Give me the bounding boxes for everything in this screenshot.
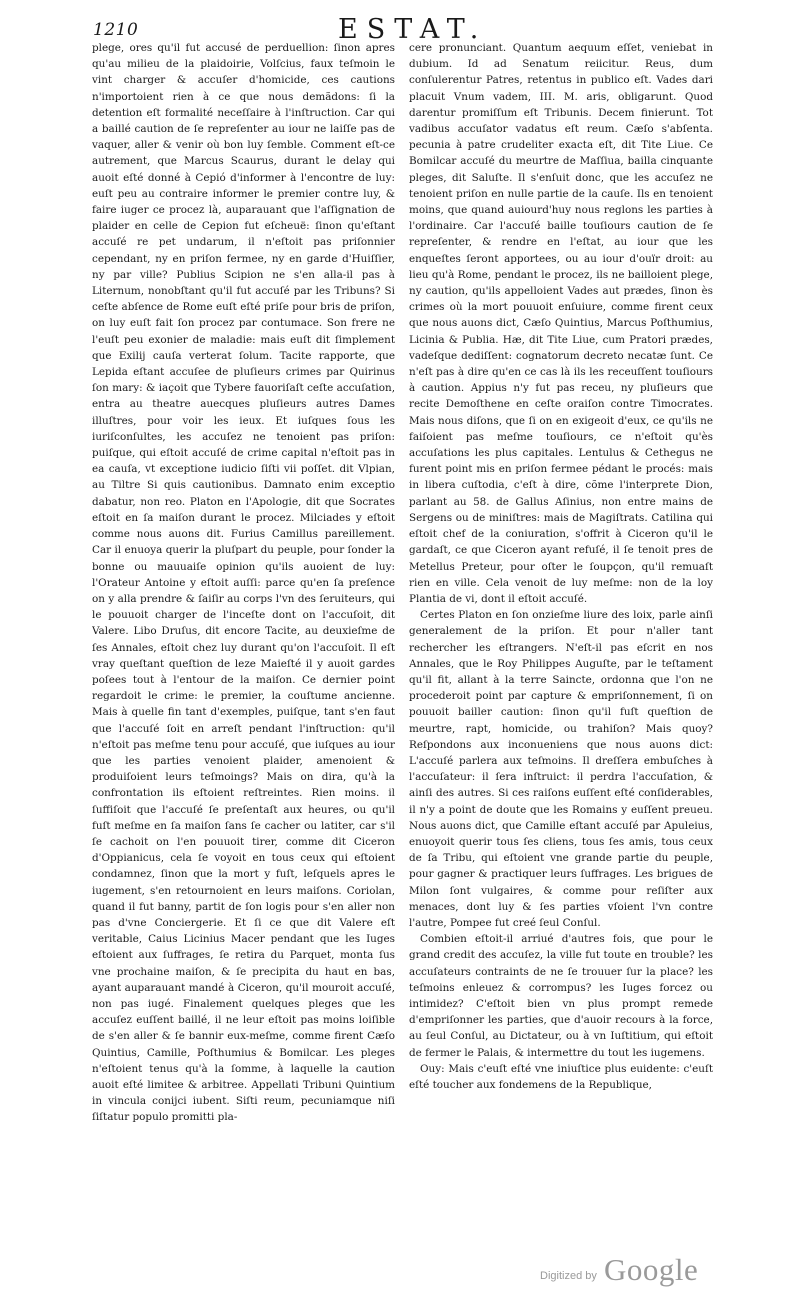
watermark-prefix: Digitized by bbox=[540, 1270, 597, 1282]
right-column bbox=[409, 40, 713, 1235]
right-paragraph: Combien eſtoit-il arriué d'autres fois, que pour le grand credit des accuſez, la ville fut toute en trouble? les accuſateurs contraints de ne ſe trouuer ſur la place? les teſmoins enleuez & corrompus? les Iuges forcez ou intimidez? C'eſtoit bien vn plus prompt remede d'empriſonner les parties, que d'auoir recours à la force, au ſeul Conſul, au Dictateur, ou à vn Iuſtitium, qui eſtoit de fermer le Palais, & intermettre du tout les iugemens. bbox=[409, 933, 713, 1059]
left-paragraph: plege, ores qu'il fut accusé de perduellion: ſinon apres qu'au milieu de la plaidoirie, Volſcius, faux teſmoin le vint charger & accuſer d'homicide, ces cautions n'importoient rien à ce que nous demãdons: ſi la detention eſt formalité neceſſaire à l'inſtruction. Car qui a baillé caution de ſe repreſenter au iour ne laiſſe pas de vaquer, aller & venir où bon luy ſemble. Comment eſt-ce autrement, que Marcus Scaurus, durant le delay qui auoit eſté donné à Cepió d'informer à l'encontre de luy: euſt peu au contraire informer le premier contre luy, & faire iuger ce procez là, auparauant que l'aſſignation de plaider en celle de Cepion fut eſcheuë: ſinon qu'eſtant accuſé re pet undarum, il n'eſtoit pas priſonnier cependant, ny en priſon fermee, ny en garde d'Huiſſier, ny par ville? Publius Scipion ne s'en alla-il pas à Liternum, nonobſtant qu'il fut accuſé par les Tribuns? Si ceſte abſence de Rome euſt eſté priſe pour bris de priſon, on luy euſt fait ſon procez par contumace. Son frere ne l'euſt peu exonier de maladie: mais euſt dit ſimplement que Exilij cauſa verterat ſolum. Tacite rapporte, que Lepida eſtant accuſee de pluſieurs crimes par Quirinus ſon mary: & iaçoit que Tybere fauoriſaſt ceſte accuſation, entra au theatre auecques pluſieurs autres Dames illuſtres, pour voir les ieux. Et iuſques ſous les iuriſconſultes, les accuſez ne tenoient pas priſon: puiſque, qui eſtoit accuſé de crime capital n'eſtoit pas in ea cauſa, vt exceptione iudicio ſiſti vii poſſet. dit Vlpian, au Tiltre Si quis cautionibus. Damnato enim exceptio dabatur, non reo. Platon en l'Apologie, dit que Socrates eſtoit en ſa maiſon durant le procez. Milciades y eſtoit comme nous auons dit. Furius Camillus pareillement. Car il enuoya querir la pluſpart du peuple, pour ſonder la bonne ou mauuaiſe opinion qu'ils auoient de luy: l'Orateur Antoine y eſtoit auſſi: parce qu'en ſa preſence on y alla prendre & ſaiſir au corps l'vn des ſeruiteurs, qui le pouuoit charger de l'inceſte dont on l'accuſoit, dit Valere. Libo Druſus, dit encore Tacite, au deuxieſme de ſes Annales, eſtoit chez luy durant qu'on l'accuſoit. Il eſt vray queſtant queſtion de leze Maieſté il y auoit gardes poſees tout à l'entour de la maiſon. Ce dernier point regardoit le crime: le premier, la couſtume ancienne. Mais à quelle fin tant d'exemples, puiſque, tant s'en faut que l'accuſé ſoit en arreſt pendant l'inſtruction: qu'il n'eſtoit pas meſme tenu pour accuſé, que iuſques au iour que les parties venoient plaider, amenoient & produiſoient leurs teſmoings? Mais on dira, qu'à la confrontation ils eſtoient reſtreintes. Rien moins. il ſuffiſoit que l'accuſé ſe preſentaſt aux heures, ou qu'il fuſt meſme en ſa maiſon ſans ſe cacher ou latiter, car s'il ſe cachoit on l'en pouuoit tirer, comme dit Ciceron d'Oppianicus, cela ſe voyoit en tous ceux qui eſtoient condamnez, ſinon que la mort y fuſt, leſquels apres le iugement, s'en retournoient en leurs maiſons. Coriolan, quand il fut banny, partit de ſon logis pour s'en aller non pas d'vne Conciergerie. Et ſi ce que dit Valere eſt veritable, Caius Licinius Macer pendant que les Iuges eſtoient aux ſuffrages, ſe retira du Parquet, monta ſus vne prochaine maiſon, & ſe precipita du haut en bas, ayant auparauant mandé à Ciceron, qu'il mouroit accuſé, non pas iugé. Finalement quelques pleges que les accuſez euſſent baillé, il ne leur eſtoit pas moins loiſible de s'en aller & ſe bannir eux-meſme, comme firent Cæſo Quintius, Camille, Poſthumius & Bomilcar. Les pleges n'eſtoient tenus qu'à la ſomme, à laquelle la caution auoit eſté limitee & arbitree. Appellati Tribuni Quintium in vincula conijci iubent. Siſti reum, pecuniamque niſi ſiſtatur populo promitti pla- bbox=[92, 42, 395, 1124]
digitized-watermark bbox=[540, 1252, 710, 1292]
right-paragraph: Ouy: Mais c'euſt eſté vne iniuſtice plus euidente: c'euſt eſté toucher aux fondemens de la Republique, bbox=[409, 1062, 713, 1091]
page-number: 1210 bbox=[93, 20, 139, 40]
left-column bbox=[92, 40, 395, 1235]
right-paragraph: Certes Platon en ſon onzieſme liure des loix, parle ainſi generalement de la priſon. Et pour n'aller tant rechercher les eſtrangers. N'eſt-il pas eſcrit en nos Annales, que le Roy Philippes Auguſte, par le teſtament qu'il fit, allant à la terre Saincte, ordonna que l'on ne procederoit point par capture & empriſonnement, ſi on pouuoit bailler caution: ſinon qu'il fuſt queſtion de meurtre, rapt, homicide, ou trahiſon? Mais quoy? Reſpondons aux inconueniens que nous auons dict: L'accuſé parlera aux teſmoins. Il dreſſera embuſches à l'accuſateur: il ſera inſtruict: il perdra l'accuſation, & ainſi des autres. Si ces raiſons euſſent eſté conſiderables, il n'y a point de doute que les Romains y euſſent preueu. Nous auons dict, que Camille eſtant accuſé par Apuleius, enuoyoit querir tous ſes cliens, tous ſes amis, tous ceux de ſa Tribu, qui eſtoient vne grande partie du peuple, pour gagner & practiquer leurs ſuffrages. Les brigues de Milon ſont vulgaires, & comme pour reſiſter aux menaces, dont luy & ſes parties vſoient l'vn contre l'autre, Pompee fut creé ſeul Conſul. bbox=[409, 609, 713, 929]
running-head: ESTAT. bbox=[338, 14, 488, 45]
right-paragraph: cere pronunciant. Quantum aequum eſſet, veniebat in dubium. Id ad Senatum reiicitur. Reus, dum conſulerentur Patres, retentus in publico eſt. Vades dari placuit Vnum vadem, III. M. aris, obligarunt. Quod darentur promiſſum eſt Tribunis. Decem finierunt. Tot vadibus accuſator vadatus eſt reum. Cæſo s'abſenta. pecunia à patre crudeliter exacta eſt, dit Tite Liue. Ce Bomilcar accuſé du meurtre de Maſſiua, bailla cinquante pleges, dit Saluſte. Il s'enſuit donc, que les accuſez ne tenoient priſon en nulle partie de la cauſe. Ils en tenoient moins, que quand auiourd'huy nous reglons les parties à l'ordinaire. Car l'accuſé baille touſiours caution de ſe repreſenter, & rendre en l'eſtat, au iour que les enqueſtes ſeront apportees, ou au iour d'ouïr droit: au lieu qu'à Rome, pendant le procez, ils ne bailloient plege, ny caution, qu'ils appelloient Vades aut prædes, ſinon ès crimes où la mort pouuoit enſuiure, comme firent ceux que nous auons dict, Cæſo Quintius, Marcus Poſthumius, Licinia & Publia. Hæ, dit Tite Liue, cum Pratori prædes, vadeſque dediſſent: cognatorum decreto necatæ ſunt. Ce n'eſt pas à dire qu'en ce cas là ils les receuſſent touſiours à caution. Appius n'y fut pas receu, ny pluſieurs que recite Demoſthene en ceſte oraiſon contre Timocrates. Mais nous diſons, que ſi on en exigeoit d'eux, ce qu'ils ne faiſoient pas meſme touſiours, ce n'eſtoit qu'ès accuſations les plus capitales. Lentulus & Cethegus ne furent point mis en priſon fermee pédant le procés: mais in libera cuſtodia, c'eſt à dire, cõme l'interprete Dion, parlant au 58. de Gallus Aſinius, non entre mains de Sergens ou de miniſtres: mais de Magiſtrats. Catilina qui eſtoit chef de la coniuration, s'offrit à Ciceron qu'il le gardaſt, ce que Ciceron ayant refuſé, il ſe tenoit pres de Metellus Preteur, pour oſter le ſoupçon, qu'il remuaſt rien en ville. Cela venoit de luy meſme: non de la loy Plantia de vi, dont il eſtoit accuſé. bbox=[409, 42, 713, 605]
google-logo: Google bbox=[604, 1252, 699, 1287]
